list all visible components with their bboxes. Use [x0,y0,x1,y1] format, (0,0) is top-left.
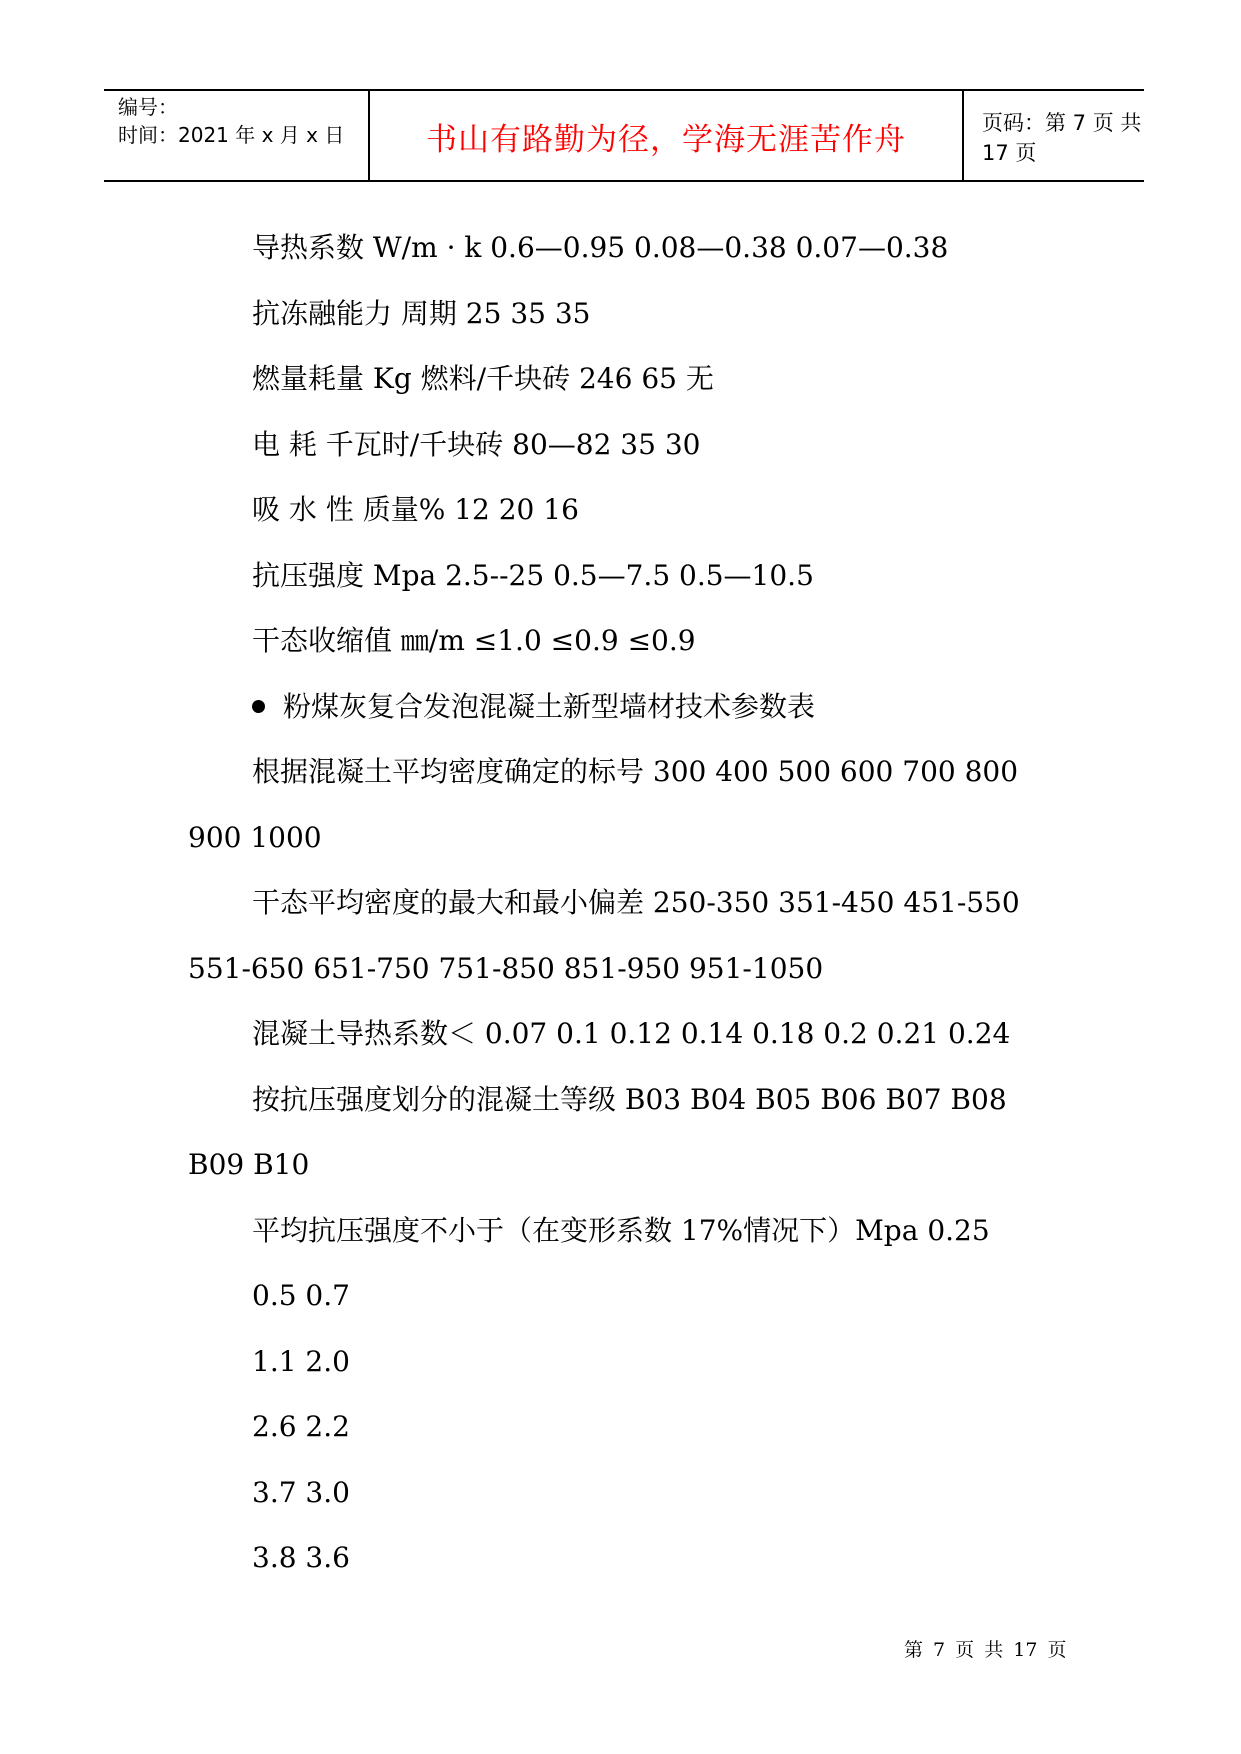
document-body [188,215,1068,1591]
paragraph-density-deviation: 干态平均密度的最大和最小偏差 250-350 351-450 451-550 [252,886,1020,919]
paragraph-power-consumption: 电 耗 千瓦时/千块砖 80—82 35 30 [252,427,701,461]
header-page-info: 页码：第 7 页 共 17 页 [982,110,1142,165]
paragraph-strength-grade-cont: B09 B10 [188,1148,310,1181]
header-meta [118,93,344,149]
date-label: 时间：2021 年 x 月 x 日 [118,123,345,147]
value-row: 3.8 3.6 [252,1541,350,1574]
paragraph-strength-grade: 按抗压强度划分的混凝土等级 B03 B04 B05 B06 B07 B08 [252,1082,1007,1116]
value-row: 0.5 0.7 [252,1279,350,1312]
section-title-text: 粉煤灰复合发泡混凝土新型墙材技术参数表 [283,689,816,723]
value-row: 3.7 3.0 [252,1475,350,1509]
page-footer: 第 7 页 共 17 页 [904,1639,1067,1661]
serial-number-label: 编号： [118,95,178,119]
paragraph-density-deviation-cont: 551-650 651-750 751-850 851-950 951-1050 [188,951,824,985]
paragraph-freeze-thaw: 抗冻融能力 周期 25 35 35 [252,296,591,330]
paragraph-compressive-strength: 抗压强度 Mpa 2.5--25 0.5—7.5 0.5—10.5 [252,558,814,592]
bullet-icon [252,700,265,713]
paragraph-dry-shrinkage: 干态收缩值 ㎜/m ≤1.0 ≤0.9 ≤0.9 [252,624,696,657]
bullet-section-title [188,674,1068,740]
paragraph-concrete-conductivity: 混凝土导热系数＜ 0.07 0.1 0.12 0.14 0.18 0.2 0.21 0.24 [252,1017,1011,1050]
page-header [104,89,1144,182]
paragraph-water-absorption: 吸 水 性 质量% 12 20 16 [252,493,579,526]
header-divider [962,91,964,182]
paragraph-fuel-consumption: 燃量耗量 Kg 燃料/千块砖 246 65 无 [252,362,714,395]
value-row: 2.6 2.2 [252,1410,350,1443]
paragraph-density-grade-cont: 900 1000 [188,820,322,854]
paragraph-thermal-conductivity: 导热系数 W/m · k 0.6—0.95 0.08—0.38 0.07—0.38 [252,231,949,264]
value-row: 1.1 2.0 [252,1344,350,1378]
header-motto: 书山有路勤为径，学海无涯苦作舟 [426,122,906,158]
paragraph-average-strength: 平均抗压强度不小于（在变形系数 17%情况下）Mpa 0.25 [252,1213,990,1247]
paragraph-density-grade: 根据混凝土平均密度确定的标号 300 400 500 600 700 800 [252,755,1019,788]
